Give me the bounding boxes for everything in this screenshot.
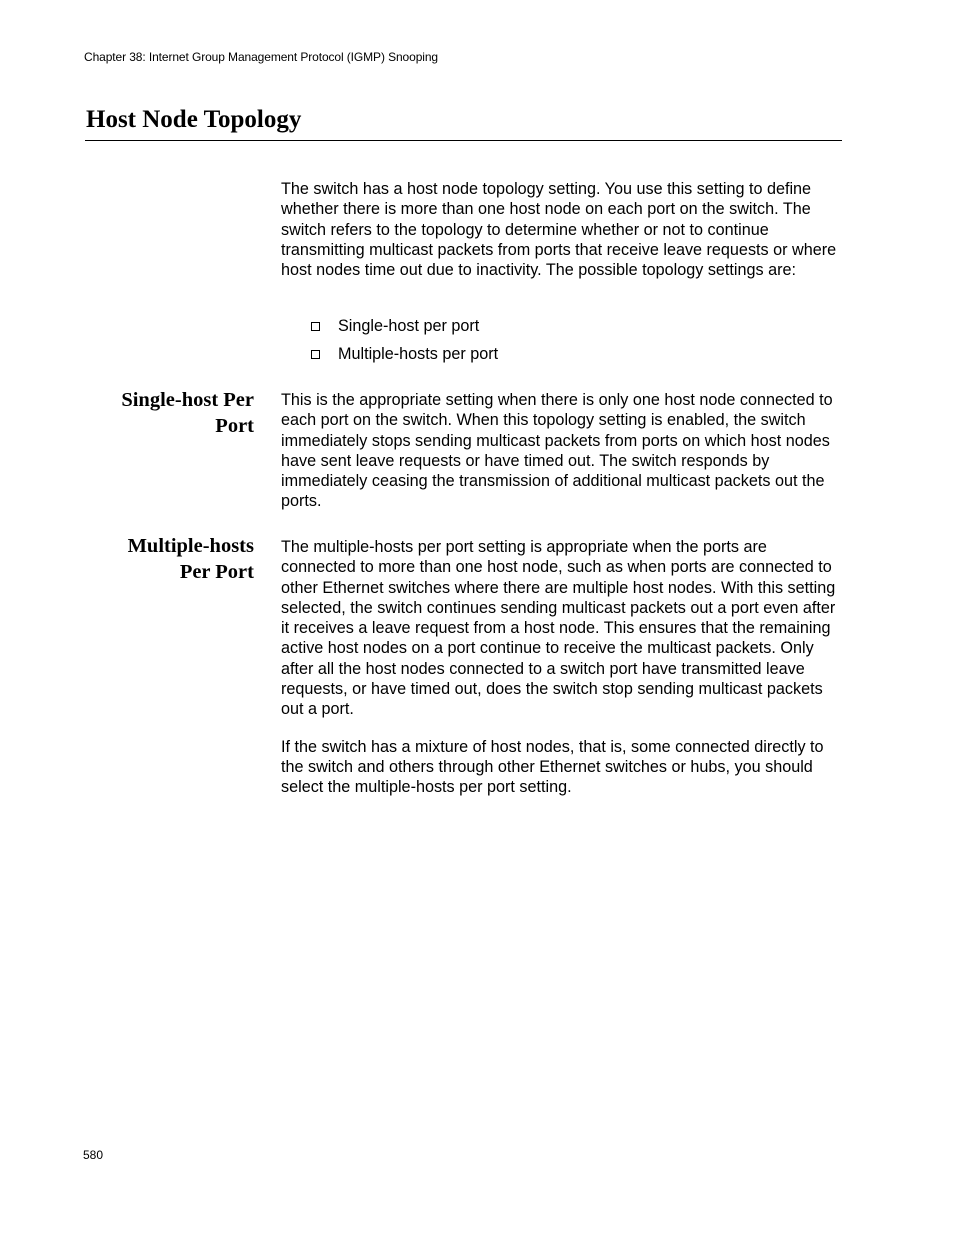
checkbox-bullet-icon — [310, 344, 320, 364]
title-rule — [85, 140, 842, 141]
multiple-hosts-section — [281, 537, 843, 798]
heading-line: Single-host Per — [121, 389, 254, 411]
single-host-text: This is the appropriate setting when there is only one host node connected to each port on the switch. When this topology setting is enabled, the switch immediately stops sending multicast packets from ports on which host nodes have sent leave requests or have timed out. The switch responds by immediately ceasing the transmission of additional multicast packets out the ports. — [281, 391, 833, 511]
topology-options-list — [310, 316, 498, 372]
list-item — [310, 316, 498, 344]
multiple-hosts-note: If the switch has a mixture of host nodes, that is, some connected directly to the switch and others through other Ethernet switches or hubs, you should select the multiple-hosts per port setting. — [281, 737, 824, 797]
heading-line: Per Port — [179, 561, 254, 583]
page-title: Host Node Topology — [86, 106, 302, 133]
checkbox-bullet-icon — [310, 316, 320, 336]
page-number: 580 — [83, 1148, 104, 1162]
running-header: Chapter 38: Internet Group Management Protocol (IGMP) Snooping — [84, 50, 438, 64]
list-item-label: Multiple-hosts per port — [338, 345, 499, 363]
list-item — [310, 344, 498, 372]
multiple-hosts-text: The multiple-hosts per port setting is appropriate when the ports are connected to more than one host node, such as when ports are connected to other Ethernet switches where there are multiple host nodes. With this setting selected, the switch continues sending multicast packets out a port even after it receives a leave request from a host node. This ensures that the remaining active host nodes on a port continue to receive the multicast packets. Only after all the host nodes connected to a switch port have transmitted leave requests, or have timed out, does the switch stop sending multicast packets out a port. — [281, 538, 836, 719]
single-host-heading — [84, 387, 254, 439]
list-item-label: Single-host per port — [338, 317, 480, 335]
intro-paragraph — [281, 179, 843, 280]
single-host-section — [281, 390, 843, 512]
multiple-hosts-heading — [84, 533, 254, 585]
heading-line: Multiple-hosts — [127, 535, 254, 557]
heading-line: Port — [215, 415, 254, 437]
intro-text: The switch has a host node topology setting. You use this setting to define whether there is more than one host node on each port on the switch. The switch refers to the topology to determine whether or not to continue transmitting multicast packets from ports that receive leave requests or where host nodes time out due to inactivity. The possible topology settings are: — [281, 180, 837, 280]
